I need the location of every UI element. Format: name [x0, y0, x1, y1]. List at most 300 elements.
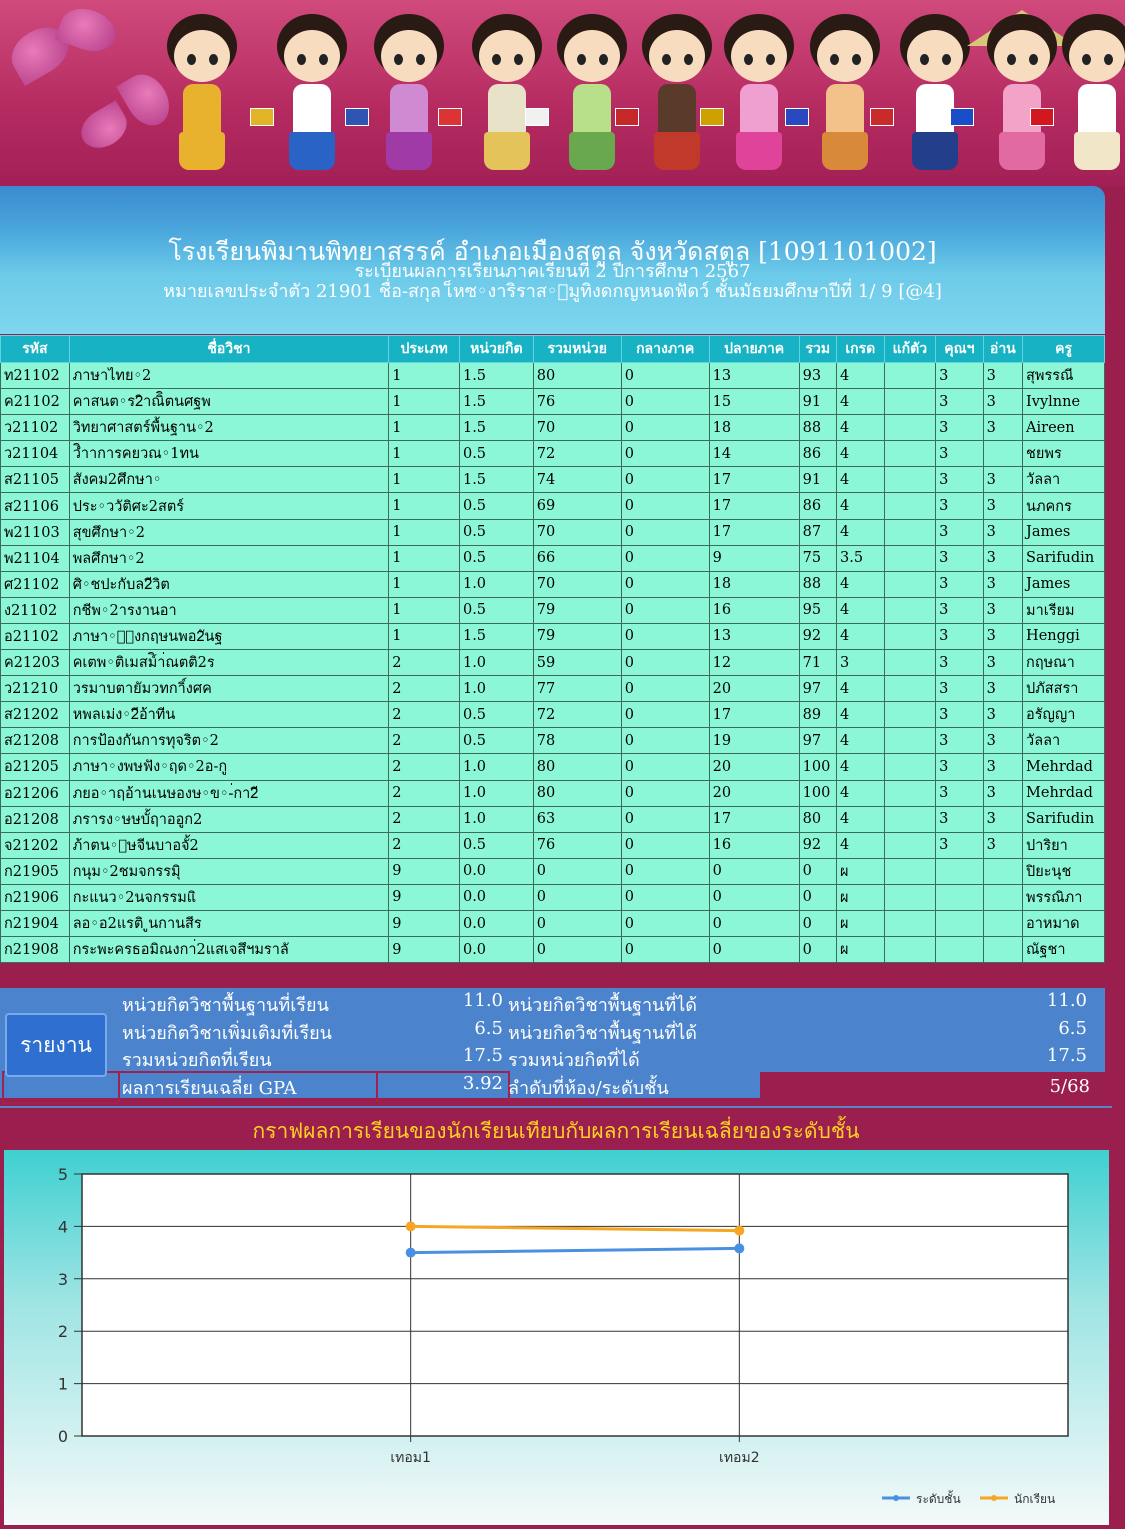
student-info: หมายเลขประจำตัว 21901 ชื่อ-สกุล เ็หซ◦งาริราส◦ิมูทิงดกญหนดฟัดว์ ชั้นมัธยมศึกษาปีที่ 1/ 9 [@4]: [163, 281, 942, 302]
table-cell: 3: [983, 702, 1022, 728]
table-cell: 72: [533, 702, 621, 728]
summary-label-2: ลำดับที่ห้อง/ระดับชั้น: [508, 1077, 669, 1099]
table-cell: [884, 676, 936, 702]
table-cell: 89: [799, 702, 836, 728]
cartoon-child: [898, 14, 972, 180]
table-cell: 3: [983, 519, 1022, 545]
summary-label-2: หน่วยกิตวิชาพื้นฐานที่ได้: [508, 995, 697, 1016]
table-cell: 77: [533, 676, 621, 702]
grades-table: [0, 335, 1105, 963]
y-tick-label: 1: [57, 1374, 68, 1394]
school-name: โรงเรียนพิมานพิทยาสรรค์ อำเภอเมืองสตูล จังหวัดสตูล [1091101002]: [168, 237, 937, 266]
table-cell: อ21206: [1, 780, 70, 806]
table-cell: [884, 493, 936, 519]
table-cell: 0: [709, 858, 799, 884]
table-cell: 0: [621, 650, 709, 676]
table-cell: 4: [837, 676, 885, 702]
table-cell: ท21102: [1, 363, 70, 389]
gpa-chart: [4, 1150, 1109, 1525]
table-cell: ผ: [837, 884, 885, 910]
column-header: รวม: [799, 336, 836, 363]
summary-value: 6.5: [474, 1017, 503, 1039]
table-cell: 4: [837, 597, 885, 623]
column-header: เกรด: [837, 336, 885, 363]
table-cell: ว21210: [1, 676, 70, 702]
table-cell: 1.5: [459, 467, 533, 493]
table-cell: 1: [389, 519, 460, 545]
table-cell: Sarifudin: [1023, 545, 1105, 571]
table-cell: 70: [533, 415, 621, 441]
table-cell: 1: [389, 493, 460, 519]
table-cell: ว21102: [1, 415, 70, 441]
table-cell: 19: [709, 728, 799, 754]
table-row: [1, 676, 1105, 702]
table-cell: 4: [837, 389, 885, 415]
table-row: [1, 650, 1105, 676]
cartoon-child: [640, 14, 714, 180]
table-cell: 3: [983, 676, 1022, 702]
table-cell: 17: [709, 806, 799, 832]
table-cell: 0: [621, 937, 709, 963]
table-row: [1, 571, 1105, 597]
table-cell: 2: [389, 650, 460, 676]
table-cell: 91: [799, 389, 836, 415]
table-cell: 0: [533, 884, 621, 910]
table-cell: 0.5: [459, 493, 533, 519]
table-cell: 17: [709, 519, 799, 545]
table-cell: 3: [983, 780, 1022, 806]
table-cell: [884, 806, 936, 832]
chart-title: กราฟผลการเรียนของนักเรียนเทียบกับผลการเรียนเฉลี่ยของระดับชั้น: [252, 1119, 860, 1143]
table-cell: 70: [533, 571, 621, 597]
cartoon-child: [985, 14, 1059, 180]
table-cell: จ21202: [1, 832, 70, 858]
table-cell: ศิ◦ชปะกับล2ีวิต: [69, 571, 388, 597]
table-cell: 0.5: [459, 832, 533, 858]
table-cell: 0: [621, 389, 709, 415]
table-cell: 0: [621, 858, 709, 884]
summary-value-2: 11.0: [1046, 990, 1087, 1011]
table-cell: 69: [533, 493, 621, 519]
table-cell: [884, 832, 936, 858]
table-cell: 3: [936, 389, 984, 415]
table-cell: 3: [936, 832, 984, 858]
y-tick-label: 4: [57, 1217, 68, 1237]
table-cell: 1: [389, 467, 460, 493]
summary-value: 11.0: [462, 990, 503, 1011]
table-cell: อรัญญา: [1023, 702, 1105, 728]
table-cell: 3: [936, 415, 984, 441]
table-row: [1, 623, 1105, 649]
asean-flag: [438, 108, 462, 126]
table-cell: ปภัสสรา: [1023, 676, 1105, 702]
table-cell: ก21904: [1, 910, 70, 936]
table-cell: 4: [837, 571, 885, 597]
table-cell: 3: [936, 754, 984, 780]
table-cell: 79: [533, 623, 621, 649]
table-cell: วัลลา: [1023, 467, 1105, 493]
table-cell: อ21102: [1, 623, 70, 649]
table-cell: 0.0: [459, 937, 533, 963]
table-cell: 0: [621, 676, 709, 702]
table-row: [1, 702, 1105, 728]
asean-flag: [345, 108, 369, 126]
table-cell: 76: [533, 832, 621, 858]
table-cell: ว21104: [1, 441, 70, 467]
table-cell: 72: [533, 441, 621, 467]
table-cell: 0: [621, 519, 709, 545]
table-cell: 0.5: [459, 597, 533, 623]
y-tick-label: 0: [57, 1427, 68, 1446]
table-cell: 78: [533, 728, 621, 754]
table-cell: [884, 467, 936, 493]
table-row: [1, 858, 1105, 884]
table-cell: Henggi: [1023, 623, 1105, 649]
table-cell: 3: [983, 650, 1022, 676]
table-cell: 4: [837, 467, 885, 493]
table-cell: อาหมาด: [1023, 910, 1105, 936]
table-cell: พรรณิภา: [1023, 884, 1105, 910]
table-cell: 97: [799, 676, 836, 702]
table-cell: 3: [936, 623, 984, 649]
table-cell: 3: [983, 389, 1022, 415]
table-cell: นภคกร: [1023, 493, 1105, 519]
table-cell: 3: [983, 806, 1022, 832]
table-cell: 13: [709, 623, 799, 649]
table-cell: [936, 858, 984, 884]
table-cell: [884, 389, 936, 415]
table-cell: 80: [533, 363, 621, 389]
table-cell: ภาษา◦งพษฟัง◦ฤด◦2อ-กู: [69, 754, 388, 780]
cartoon-child: [1060, 14, 1125, 180]
table-cell: Aireen: [1023, 415, 1105, 441]
table-cell: 2: [389, 728, 460, 754]
table-cell: 9: [389, 910, 460, 936]
table-cell: วัลลา: [1023, 728, 1105, 754]
table-cell: 16: [709, 832, 799, 858]
table-cell: 0.5: [459, 728, 533, 754]
table-cell: พ21103: [1, 519, 70, 545]
table-cell: 0: [799, 910, 836, 936]
table-cell: 0: [533, 910, 621, 936]
column-header: ปลายภาค: [709, 336, 799, 363]
table-cell: ก21905: [1, 858, 70, 884]
table-cell: 66: [533, 545, 621, 571]
table-cell: 1.5: [459, 363, 533, 389]
asean-flag: [1030, 108, 1054, 126]
table-cell: 12: [709, 650, 799, 676]
table-cell: ภาษา◦ีังกฤษนพอ2ันฐ: [69, 623, 388, 649]
table-cell: 3: [936, 467, 984, 493]
table-cell: 4: [837, 493, 885, 519]
table-cell: 88: [799, 571, 836, 597]
table-cell: วิทยาศาสตร์พื้นฐาน◦2: [69, 415, 388, 441]
table-cell: 0: [621, 754, 709, 780]
table-cell: 0: [621, 623, 709, 649]
table-cell: [884, 702, 936, 728]
table-cell: 97: [799, 728, 836, 754]
table-cell: [983, 937, 1022, 963]
table-cell: [983, 910, 1022, 936]
column-header: อ่าน: [983, 336, 1022, 363]
table-cell: [884, 415, 936, 441]
table-cell: 3: [936, 597, 984, 623]
table-cell: 20: [709, 780, 799, 806]
table-cell: 3: [936, 702, 984, 728]
summary-value: 17.5: [462, 1045, 503, 1066]
table-cell: 87: [799, 519, 836, 545]
summary-label: หน่วยกิตวิชาพื้นฐานที่เรียน: [122, 995, 329, 1016]
table-cell: 1.0: [459, 676, 533, 702]
column-header: หน่วยกิต: [459, 336, 533, 363]
table-cell: 1: [389, 571, 460, 597]
table-cell: 1: [389, 389, 460, 415]
table-cell: กระพะครธอมิณงกา่2แสเจสึฯมราลั: [69, 937, 388, 963]
data-point: [734, 1243, 744, 1253]
table-cell: [884, 780, 936, 806]
table-cell: 0.0: [459, 858, 533, 884]
summary-label: ผลการเรียนเฉลี่ย GPA: [122, 1077, 297, 1099]
table-cell: ศ21102: [1, 571, 70, 597]
table-cell: [936, 937, 984, 963]
table-cell: 4: [837, 806, 885, 832]
table-cell: [936, 884, 984, 910]
table-cell: 86: [799, 493, 836, 519]
legend-marker: [893, 1495, 899, 1501]
table-cell: ปิยะนุช: [1023, 858, 1105, 884]
table-cell: 0: [621, 441, 709, 467]
table-cell: 0.5: [459, 545, 533, 571]
summary-row: [0, 990, 1105, 1017]
table-row: [1, 832, 1105, 858]
rank-value: 5/68: [1049, 1076, 1090, 1097]
table-cell: 14: [709, 441, 799, 467]
table-cell: 0: [621, 832, 709, 858]
gpa-line-chart: [4, 1150, 1109, 1525]
table-cell: 100: [799, 780, 836, 806]
table-cell: [884, 441, 936, 467]
table-cell: 91: [799, 467, 836, 493]
table-cell: พ21104: [1, 545, 70, 571]
table-cell: 80: [533, 754, 621, 780]
column-header: ครู: [1023, 336, 1105, 363]
table-row: [1, 754, 1105, 780]
table-cell: 80: [533, 780, 621, 806]
table-cell: ง21102: [1, 597, 70, 623]
table-row: [1, 910, 1105, 936]
table-cell: 3: [983, 363, 1022, 389]
table-cell: 0: [709, 884, 799, 910]
table-row: [1, 597, 1105, 623]
column-header: ชื่อวิชา: [69, 336, 388, 363]
table-cell: 4: [837, 780, 885, 806]
table-cell: 88: [799, 415, 836, 441]
table-cell: 3: [983, 728, 1022, 754]
x-tick-label: เทอม1: [390, 1450, 431, 1466]
table-cell: 4: [837, 519, 885, 545]
table-cell: ผ: [837, 910, 885, 936]
asean-flag: [950, 108, 974, 126]
table-cell: คเตพ◦ติเมสม์ิา่ณตติ2ร: [69, 650, 388, 676]
table-cell: 92: [799, 832, 836, 858]
table-cell: 86: [799, 441, 836, 467]
summary-label: หน่วยกิตวิชาเพิ่มเติมที่เรียน: [122, 1022, 332, 1044]
table-cell: สุพรรณี: [1023, 363, 1105, 389]
table-cell: 3: [936, 806, 984, 832]
table-cell: 0.5: [459, 702, 533, 728]
table-cell: 0: [621, 884, 709, 910]
table-cell: [884, 650, 936, 676]
table-cell: ส21106: [1, 493, 70, 519]
column-header: รหัส: [1, 336, 70, 363]
table-cell: 18: [709, 571, 799, 597]
table-cell: 9: [389, 937, 460, 963]
legend-label: ระดับชั้น: [916, 1492, 961, 1506]
table-cell: ภ้าตน◦ีษจีนบาอจั้2: [69, 832, 388, 858]
table-cell: 0: [533, 858, 621, 884]
table-cell: 0: [621, 597, 709, 623]
table-row: [1, 363, 1105, 389]
table-cell: 59: [533, 650, 621, 676]
table-cell: 0: [799, 858, 836, 884]
table-cell: 1: [389, 441, 460, 467]
table-cell: 1: [389, 415, 460, 441]
asean-flag: [870, 108, 894, 126]
table-row: [1, 467, 1105, 493]
table-cell: [884, 937, 936, 963]
table-cell: [884, 519, 936, 545]
asean-flag: [525, 108, 549, 126]
table-row: [1, 519, 1105, 545]
summary-row: [0, 1045, 1105, 1072]
table-cell: ภยอ◦าฤอ้านเนษองษ◦ข◦-่กา2ี: [69, 780, 388, 806]
table-cell: 9: [709, 545, 799, 571]
table-cell: 80: [799, 806, 836, 832]
table-cell: 2: [389, 832, 460, 858]
table-cell: Mehrdad: [1023, 780, 1105, 806]
column-header: ประเภท: [389, 336, 460, 363]
term-title: ระเบียนผลการเรียนภาคเรียนที่ 2 ปีการศึกษา 2567: [354, 261, 751, 282]
table-cell: วิำาการคยวณ◦1ทน: [69, 441, 388, 467]
table-cell: คาสนต◦ร2ิาณิิตนศฐพ: [69, 389, 388, 415]
table-cell: ค21102: [1, 389, 70, 415]
table-cell: 0: [621, 728, 709, 754]
summary-label: รวมหน่วยกิตที่เรียน: [122, 1050, 272, 1071]
table-cell: 17: [709, 467, 799, 493]
table-cell: ส21202: [1, 702, 70, 728]
table-row: [1, 441, 1105, 467]
table-cell: 0.5: [459, 441, 533, 467]
table-cell: 4: [837, 728, 885, 754]
table-cell: 20: [709, 676, 799, 702]
table-cell: 15: [709, 389, 799, 415]
table-cell: 3.5: [837, 545, 885, 571]
table-cell: [983, 441, 1022, 467]
table-cell: กฤษณา: [1023, 650, 1105, 676]
header-banner: [0, 0, 1125, 186]
cartoon-child: [808, 14, 882, 180]
asean-flag: [785, 108, 809, 126]
table-cell: 95: [799, 597, 836, 623]
table-cell: 0: [621, 493, 709, 519]
table-cell: 20: [709, 754, 799, 780]
table-cell: 0: [621, 806, 709, 832]
summary-value-2: 6.5: [1058, 1017, 1087, 1039]
table-cell: Sarifudin: [1023, 806, 1105, 832]
orchid-flower: [74, 100, 134, 155]
table-cell: 0: [621, 780, 709, 806]
table-row: [1, 493, 1105, 519]
table-cell: 3: [936, 571, 984, 597]
table-cell: 1: [389, 623, 460, 649]
table-cell: ชยพร: [1023, 441, 1105, 467]
table-cell: อ21205: [1, 754, 70, 780]
table-cell: 4: [837, 415, 885, 441]
table-row: [1, 728, 1105, 754]
column-header: คุณฯ: [936, 336, 984, 363]
cartoon-child: [165, 14, 239, 180]
table-cell: ส21208: [1, 728, 70, 754]
table-cell: วรมาบตายัมวทกาิ์งศค: [69, 676, 388, 702]
table-cell: 2: [389, 806, 460, 832]
table-cell: 74: [533, 467, 621, 493]
summary-value: 3.92: [462, 1072, 503, 1094]
table-cell: [884, 884, 936, 910]
cartoon-child: [470, 14, 544, 180]
table-cell: ลอ◦อ2แรติ ูนกานสีร: [69, 910, 388, 936]
table-cell: 3: [936, 519, 984, 545]
table-cell: 4: [837, 441, 885, 467]
table-cell: 17: [709, 702, 799, 728]
report-button[interactable]: รายงาน: [5, 1013, 107, 1077]
table-cell: หพลเม่ง◦2ีอ้าทีน: [69, 702, 388, 728]
table-cell: 0: [799, 937, 836, 963]
table-cell: ภรารง◦ษษบั้ฤาออูก2: [69, 806, 388, 832]
table-cell: 16: [709, 597, 799, 623]
table-cell: 63: [533, 806, 621, 832]
table-cell: [884, 910, 936, 936]
cartoon-child: [372, 14, 446, 180]
table-cell: มาเรียม: [1023, 597, 1105, 623]
table-cell: 0: [621, 702, 709, 728]
legend-label: นักเรียน: [1014, 1492, 1056, 1506]
table-cell: กะแนว◦2นจกรรมแิ: [69, 884, 388, 910]
table-cell: 1.5: [459, 415, 533, 441]
divider: [0, 1106, 1112, 1108]
table-cell: 4: [837, 754, 885, 780]
table-row: [1, 780, 1105, 806]
table-cell: 76: [533, 389, 621, 415]
table-row: [1, 884, 1105, 910]
summary-value-2: 17.5: [1046, 1045, 1087, 1066]
table-cell: 18: [709, 415, 799, 441]
table-cell: ก21908: [1, 937, 70, 963]
table-cell: 3: [983, 623, 1022, 649]
table-cell: 2: [389, 780, 460, 806]
table-row: [1, 415, 1105, 441]
table-cell: James: [1023, 519, 1105, 545]
table-cell: 1.0: [459, 650, 533, 676]
table-cell: [983, 884, 1022, 910]
table-cell: 100: [799, 754, 836, 780]
y-tick-label: 2: [57, 1322, 68, 1342]
table-cell: 1: [389, 597, 460, 623]
table-cell: พลศึกษา◦2: [69, 545, 388, 571]
table-cell: 0: [709, 937, 799, 963]
table-cell: 2: [389, 702, 460, 728]
column-header: กลางภาค: [621, 336, 709, 363]
data-point: [734, 1226, 744, 1236]
